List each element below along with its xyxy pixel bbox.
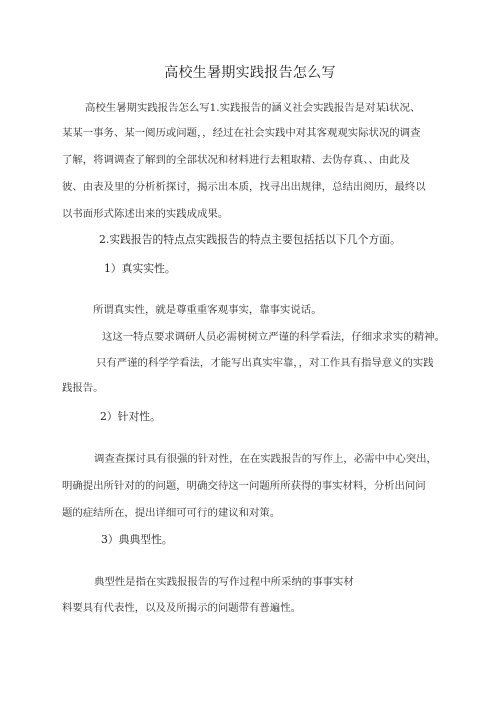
text-line: 典型性是指在实践报报告的写作过程中所采纳的事事实材: [94, 576, 354, 588]
item-2-heading: 2）针对性。: [100, 410, 161, 423]
section-heading-2: 2.实践报告的特点点实践报告的特点主要包括括以下几个方面。: [99, 233, 401, 246]
text-line: 题的症结所在，提出详细可可行的建议和对策。: [62, 507, 281, 519]
item-1-heading: 1）真实实性。: [104, 262, 176, 275]
text-line: 以书面形式陈述出来的实践成成果。: [62, 208, 229, 220]
item-1-paragraph-a: 所谓真实性，就是尊重重客观事实，靠事实说话。: [93, 304, 322, 316]
text-line: 只有严谨的科学学看法，才能写出真实牢靠，，对工作具有指导意义的实践: [96, 357, 434, 369]
text-line: 彼、由表及里的分析析探讨，揭示出本质，找寻出出规律，总结出阅历，最终以: [62, 181, 426, 193]
text-line: 明确提出所针对的的问题，明确交待这一问题所所获得的事实材料，分析出问问: [62, 480, 426, 492]
item-3-heading: 3）典典型性。: [101, 533, 173, 546]
item-1-paragraph-b: 这这一特点要求调研人员必需树树立严谨的科学看法，仔细求求实的精神。: [102, 331, 445, 343]
text-line: 了解，将调调查了解到的全部状况和材料进行去粗取精、去伪存真、、由此及: [62, 154, 411, 166]
text-line: 调查查探讨具有很强的针对性，在在实践报告的写作上，必需中中心突出，: [94, 453, 437, 465]
page-title: 高校生暑期实践报告怎么写: [164, 65, 336, 81]
text-line: 某某一事务、某一阅历或问题，，经过在社会实践中对其客观观实际状况的调查: [62, 127, 421, 139]
text-line: 践报告。: [62, 382, 104, 394]
text-line: 料要具有代表性，以及及所揭示的问题带有普遍性。: [62, 602, 301, 614]
text-line: 高校生暑期实践报告怎么写1.实践报告的涵义社会实践报告是对某ì状况、: [85, 102, 421, 114]
